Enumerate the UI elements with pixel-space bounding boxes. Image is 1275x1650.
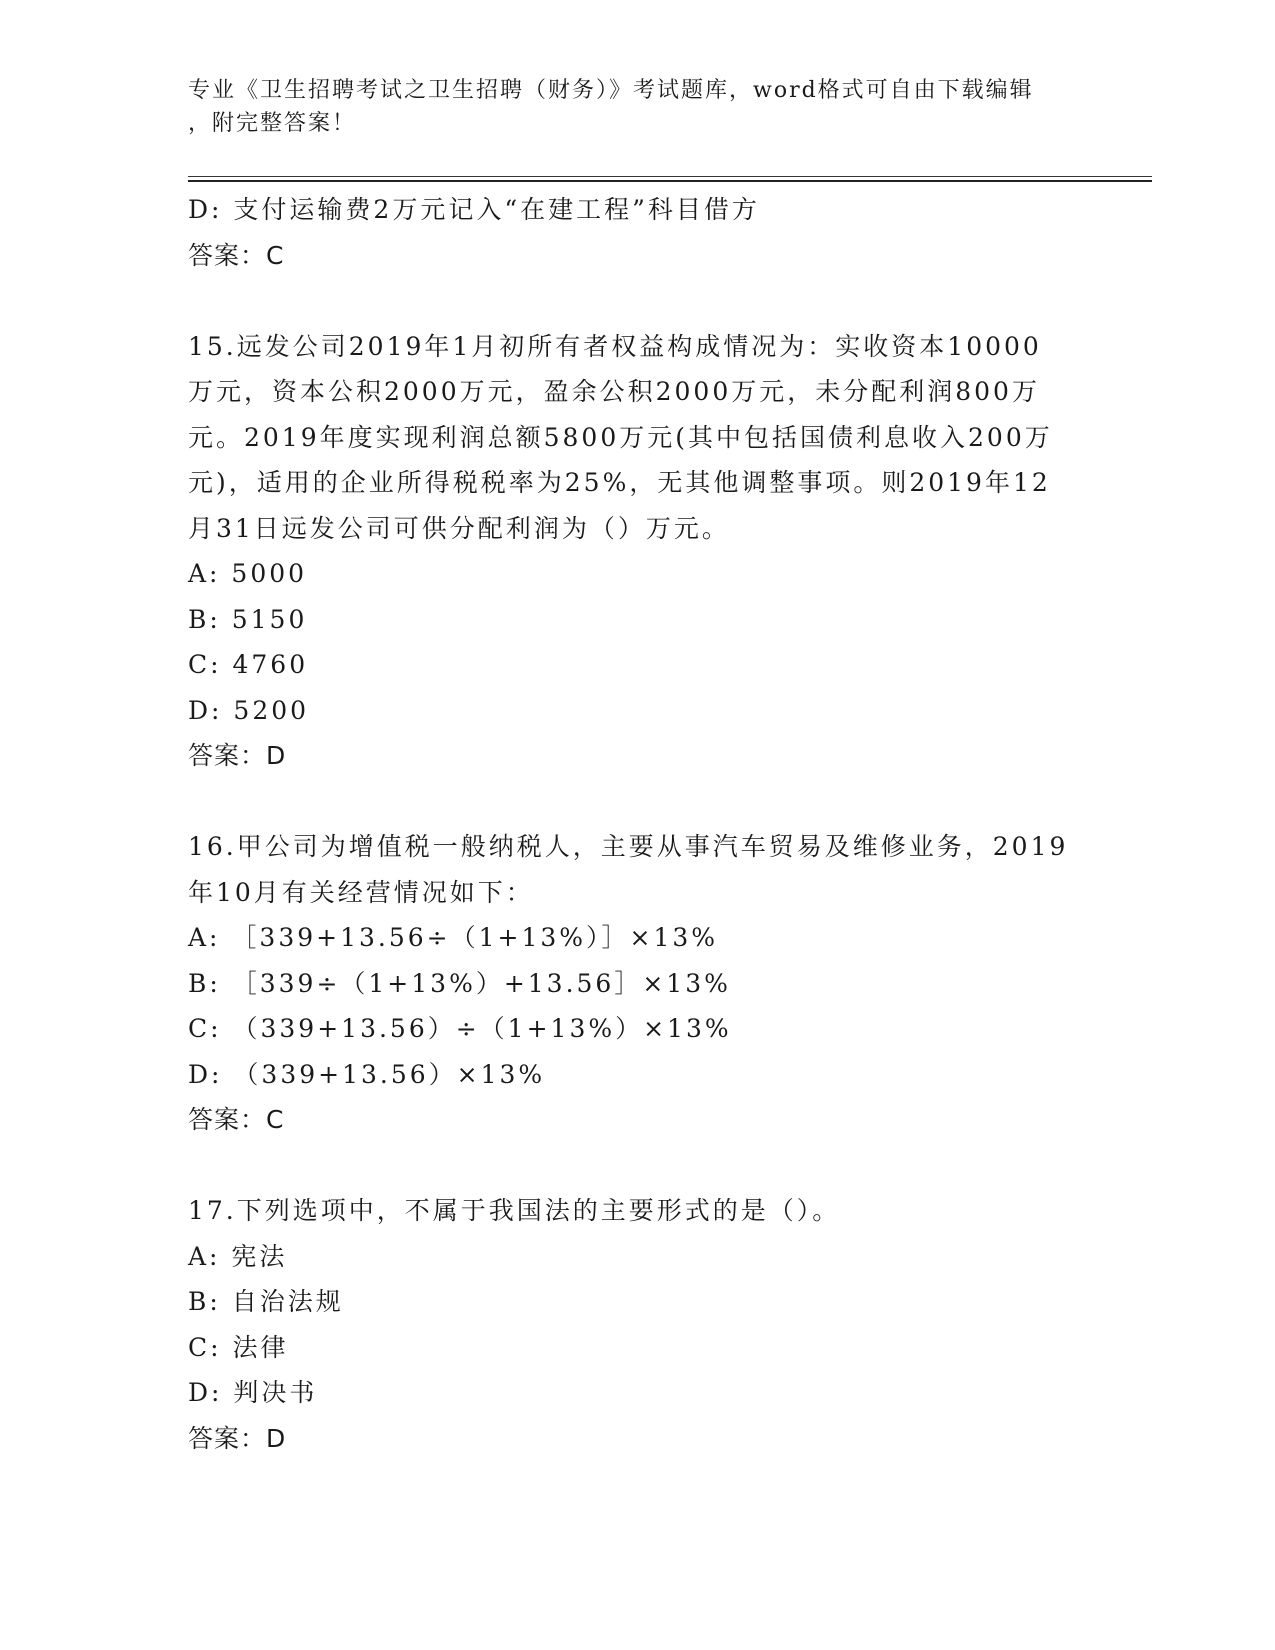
header-rule-bottom bbox=[188, 180, 1152, 182]
question-17-option-a: A: 宪法 bbox=[188, 1241, 288, 1271]
header-rule-top bbox=[188, 176, 1152, 177]
document-header bbox=[188, 74, 1068, 140]
question-15-line: 万元，资本公积2000万元，盈余公积2000万元，未分配利润800万 bbox=[188, 377, 1040, 406]
header-line-1: 专业《卫生招聘考试之卫生招聘（财务）》考试题库，word格式可自由下载编辑 bbox=[188, 78, 1034, 103]
question-15 bbox=[188, 324, 1088, 779]
prev-option-d: D: 支付运输费2万元记入“在建工程”科目借方 bbox=[188, 195, 760, 224]
question-17-answer: 答案：D bbox=[188, 1423, 287, 1453]
header-line-2: ，附完整答案！ bbox=[188, 111, 357, 136]
question-16 bbox=[188, 824, 1088, 1143]
prev-answer: 答案：C bbox=[188, 240, 285, 270]
question-16-option-b: B: ［339÷（1+13%）+13.56］×13% bbox=[188, 968, 731, 998]
question-17-option-c: C: 法律 bbox=[188, 1332, 289, 1362]
question-15-line: 15.远发公司2019年1月初所有者权益构成情况为：实收资本10000 bbox=[188, 331, 1042, 361]
question-16-option-d: D: （339+13.56）×13% bbox=[188, 1059, 546, 1089]
spacer bbox=[188, 278, 1088, 324]
question-16-answer: 答案：C bbox=[188, 1105, 285, 1134]
question-15-option-a: A: 5000 bbox=[188, 559, 308, 588]
question-16-line: 年10月有关经营情况如下： bbox=[188, 877, 534, 907]
question-16-option-a: A: ［339+13.56÷（1+13%）］×13% bbox=[188, 923, 719, 952]
question-15-answer: 答案：D bbox=[188, 741, 287, 770]
question-17 bbox=[188, 1188, 1088, 1461]
question-17-option-b: B: 自治法规 bbox=[188, 1287, 344, 1316]
question-15-line: 元。2019年度实现利润总额5800万元(其中包括国债利息收入200万 bbox=[188, 422, 1053, 452]
question-16-line: 16.甲公司为增值税一般纳税人，主要从事汽车贸易及维修业务，2019 bbox=[188, 832, 1069, 861]
question-17-option-d: D: 判决书 bbox=[188, 1378, 318, 1407]
question-15-line: 元)，适用的企业所得税税率为25%，无其他调整事项。则2019年12 bbox=[188, 468, 1051, 497]
question-16-option-c: C: （339+13.56）÷（1+13%）×13% bbox=[188, 1014, 732, 1043]
exam-content bbox=[188, 187, 1088, 1461]
question-15-option-c: C: 4760 bbox=[188, 650, 309, 679]
question-15-line: 月31日远发公司可供分配利润为（）万元。 bbox=[188, 513, 730, 543]
question-15-option-d: D: 5200 bbox=[188, 695, 310, 725]
spacer bbox=[188, 779, 1088, 825]
question-15-option-b: B: 5150 bbox=[188, 604, 308, 634]
question-17-line: 17.下列选项中，不属于我国法的主要形式的是（）。 bbox=[188, 1196, 841, 1225]
spacer bbox=[188, 1143, 1088, 1189]
